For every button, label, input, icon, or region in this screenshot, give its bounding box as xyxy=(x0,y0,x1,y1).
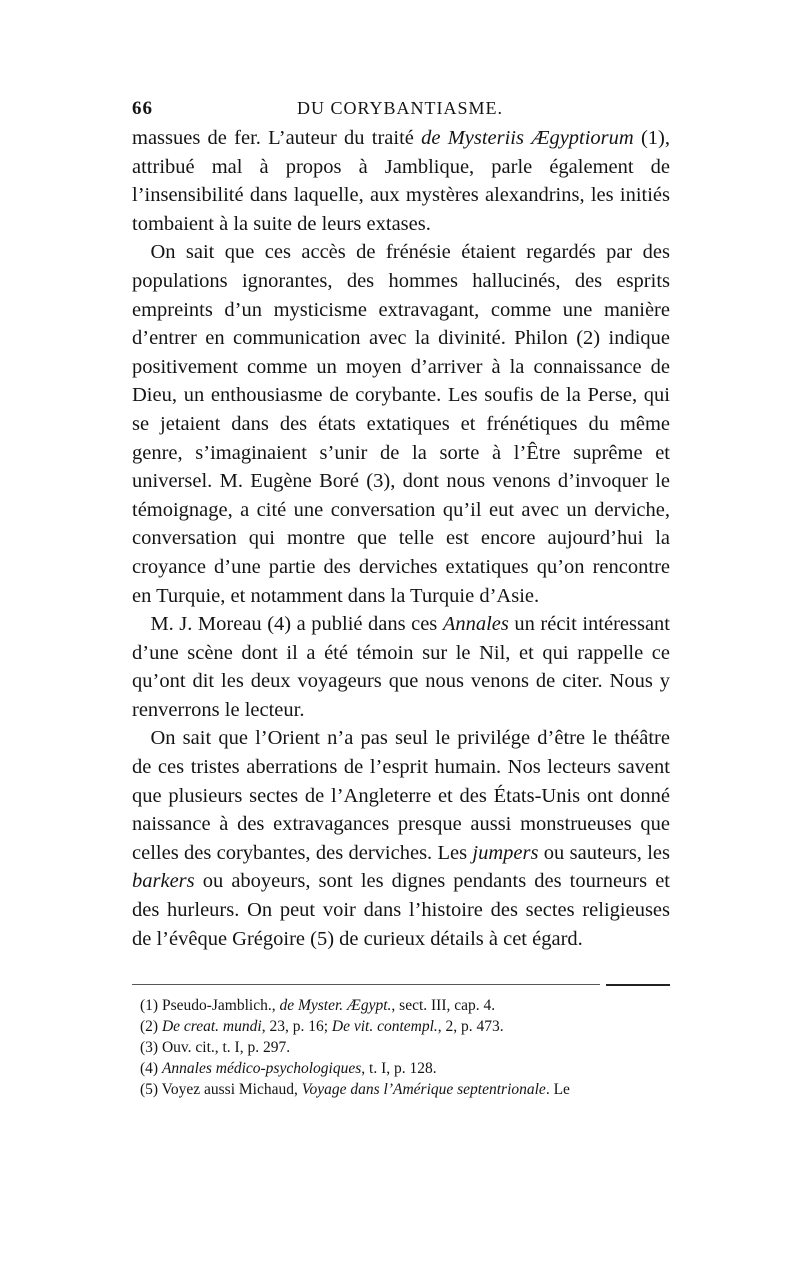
body-text xyxy=(132,124,670,953)
text-run: (4) xyxy=(140,1060,162,1077)
running-header xyxy=(132,98,668,122)
paragraph xyxy=(132,238,670,610)
text-run: , t. I, p. 128. xyxy=(361,1060,437,1077)
footnotes xyxy=(140,995,670,1100)
footnote-rule xyxy=(132,984,600,985)
text-run: , sect. III, cap. 4. xyxy=(391,997,496,1014)
text-run: ou sauteurs, les xyxy=(538,841,671,864)
italic-text: De creat. mundi xyxy=(161,1018,262,1035)
text-run: , 2, p. 473. xyxy=(437,1018,504,1035)
footnote xyxy=(140,1037,670,1058)
footnote xyxy=(140,1016,670,1037)
italic-text: jumpers xyxy=(472,841,539,864)
text-run: M. J. Moreau (4) a publié dans ces xyxy=(150,613,443,636)
italic-text: Annales médico-psychologiques xyxy=(161,1060,362,1077)
italic-text: De vit. contempl. xyxy=(331,1018,438,1035)
footnote xyxy=(140,1058,670,1079)
text-run: (1), attribué mal à propos à Jamblique, parle également de l’insensibilité dans laquelle, aux mystères alexandrins, les initiés tombaient à la suite de leurs extases. xyxy=(132,127,670,235)
text-run: (3) Ouv. cit., t. I, p. 297. xyxy=(140,1039,291,1056)
italic-text: Annales xyxy=(442,613,509,636)
text-run: , 23, p. 16; xyxy=(261,1018,332,1035)
footnote-rule-short xyxy=(606,984,670,986)
footnote xyxy=(140,995,670,1016)
footnote xyxy=(140,1079,670,1100)
running-title: DU CORYBANTIASME. xyxy=(296,98,504,118)
text-run: On sait que ces accès de frénésie étaient regardés par des populations ignorantes, des hommes hallucinés, des esprits empreints d’un mysticisme extravagant, comme une manière d’entrer en communication avec la divinité. Philon (2) indique positivement comme un moyen d’arriver à la connaissance de Dieu, un enthousiasme de corybante. Les soufis de la Perse, qui se jetaient dans des états extatiques et frénétiques du même genre, s’imaginaient s’unir de la sorte à l’Être suprême et universel. M. Eugène Boré (3), dont nous venons d’invoquer le témoignage, a cité une conversation qu’il eut avec un derviche, conversation qui montre que telle est encore aujourd’hui la croyance d’une partie des derviches extatiques qu’on rencontre en Turquie, et notamment dans la Turquie d’Asie. xyxy=(132,241,670,607)
paragraph xyxy=(132,724,670,953)
text-run: (1) Pseudo-Jamblich., xyxy=(140,997,280,1014)
paragraph xyxy=(132,124,670,238)
page-number: 66 xyxy=(132,98,153,119)
text-run: . Le xyxy=(545,1081,570,1098)
italic-text: Voyage dans l’Amérique septentrionale xyxy=(301,1081,546,1098)
italic-text: de Myster. Ægypt. xyxy=(279,997,392,1014)
text-run: (5) Voyez aussi Michaud, xyxy=(140,1081,302,1098)
paragraph xyxy=(132,610,670,724)
text-run: ou aboyeurs, sont les dignes pendants des tourneurs et des hurleurs. On peut voir dans l’histoire des sectes religieuses de l’évêque Grégoire (5) de curieux détails à cet égard. xyxy=(132,870,670,950)
text-run: (2) xyxy=(140,1018,162,1035)
italic-text: de Mysteriis Ægyptiorum xyxy=(421,127,634,149)
text-run: massues de fer. L’auteur du traité xyxy=(132,127,422,149)
text-run: un récit intéressant d’une scène dont il a été témoin sur le Nil, et qui rappelle ce qu’ont dit les deux voyageurs que nous venons de citer. Nous y renverrons le lecteur. xyxy=(132,613,671,721)
text-run: On sait que l’Orient n’a pas seul le privilége d’être le théâtre de ces tristes aberrations de l’esprit humain. Nos lecteurs savent que plusieurs sectes de l’Angleterre et des États-Unis ont donné naissance à des extravagances presque aussi monstrueuses que celles des corybantes, des derviches. Les xyxy=(132,727,670,864)
italic-text: barkers xyxy=(132,870,195,893)
